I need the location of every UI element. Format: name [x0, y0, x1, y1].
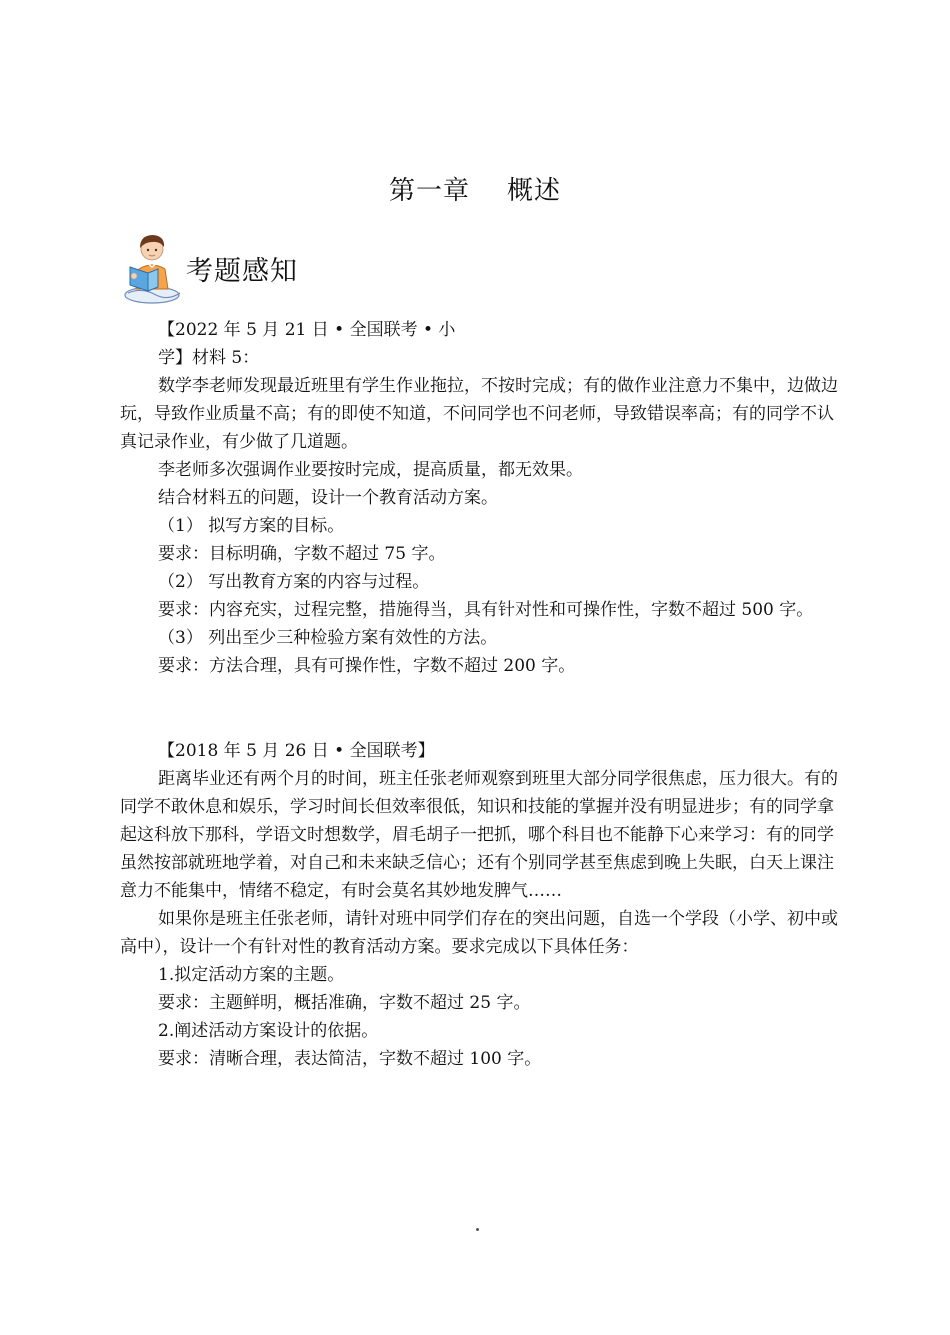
section-heading: 考题感知: [186, 256, 298, 287]
requirement: 要求：内容充实，过程完整，措施得当，具有针对性和可操作性，字数不超过 500 字。: [158, 600, 814, 620]
question-item: （1） 拟写方案的目标。: [158, 516, 345, 536]
requirement: 要求：主题鲜明，概括准确，字数不超过 25 字。: [158, 993, 531, 1013]
requirement: 要求：方法合理，具有可操作性，字数不超过 200 字。: [158, 656, 576, 676]
exam-question-2018: [120, 737, 840, 1073]
section-header: [122, 229, 442, 309]
paragraph: 如果你是班主任张老师，请针对班中同学们存在的突出问题，自选一个学段（小学、初中或高中），设计一个有针对性的教育活动方案。要求完成以下具体任务：: [120, 909, 838, 957]
question-item: （3） 列出至少三种检验方案有效性的方法。: [158, 628, 498, 648]
page-marker: [476, 1228, 479, 1231]
paragraph: 结合材料五的问题，设计一个教育活动方案。: [158, 488, 498, 508]
task-item: 2.阐述活动方案设计的依据。: [158, 1021, 379, 1041]
source-line: 学】材料 5：: [158, 348, 260, 368]
paragraph: 距离毕业还有两个月的时间，班主任张老师观察到班里大部分同学很焦虑，压力很大。有的同学不敢休息和娱乐，学习时间长但效率很低，知识和技能的掌握并没有明显进步；有的同学拿起这科放下那科，学语文时想数学，眉毛胡子一把抓，哪个科目也不能静下心来学习：有的同学虽然按部就班地学着，对自己和未来缺乏信心；还有个别同学甚至焦虑到晚上失眠，白天上课注意力不能集中，情绪不稳定，有时会莫名其妙地发脾气……: [120, 769, 838, 901]
requirement: 要求：目标明确，字数不超过 75 字。: [158, 544, 446, 564]
requirement: 要求：清晰合理，表达简洁，字数不超过 100 字。: [158, 1049, 542, 1069]
task-item: 1.拟定活动方案的主题。: [158, 965, 345, 985]
boy-reading-book-icon: [122, 229, 184, 307]
source-line: 【2018 年 5 月 26 日 • 全国联考】: [158, 741, 435, 761]
source-line: 【2022 年 5 月 21 日 • 全国联考 • 小: [158, 320, 456, 340]
chapter-title: 第一章 概述: [388, 176, 562, 206]
paragraph: 李老师多次强调作业要按时完成，提高质量，都无效果。: [158, 460, 583, 480]
paragraph: 数学李老师发现最近班里有学生作业拖拉，不按时完成；有的做作业注意力不集中，边做边玩，导致作业质量不高；有的即使不知道，不问同学也不问老师，导致错误率高；有的同学不认真记录作业，有少做了几道题。: [120, 376, 838, 452]
question-item: （2） 写出教育方案的内容与过程。: [158, 572, 430, 592]
exam-question-2022: [120, 316, 840, 680]
